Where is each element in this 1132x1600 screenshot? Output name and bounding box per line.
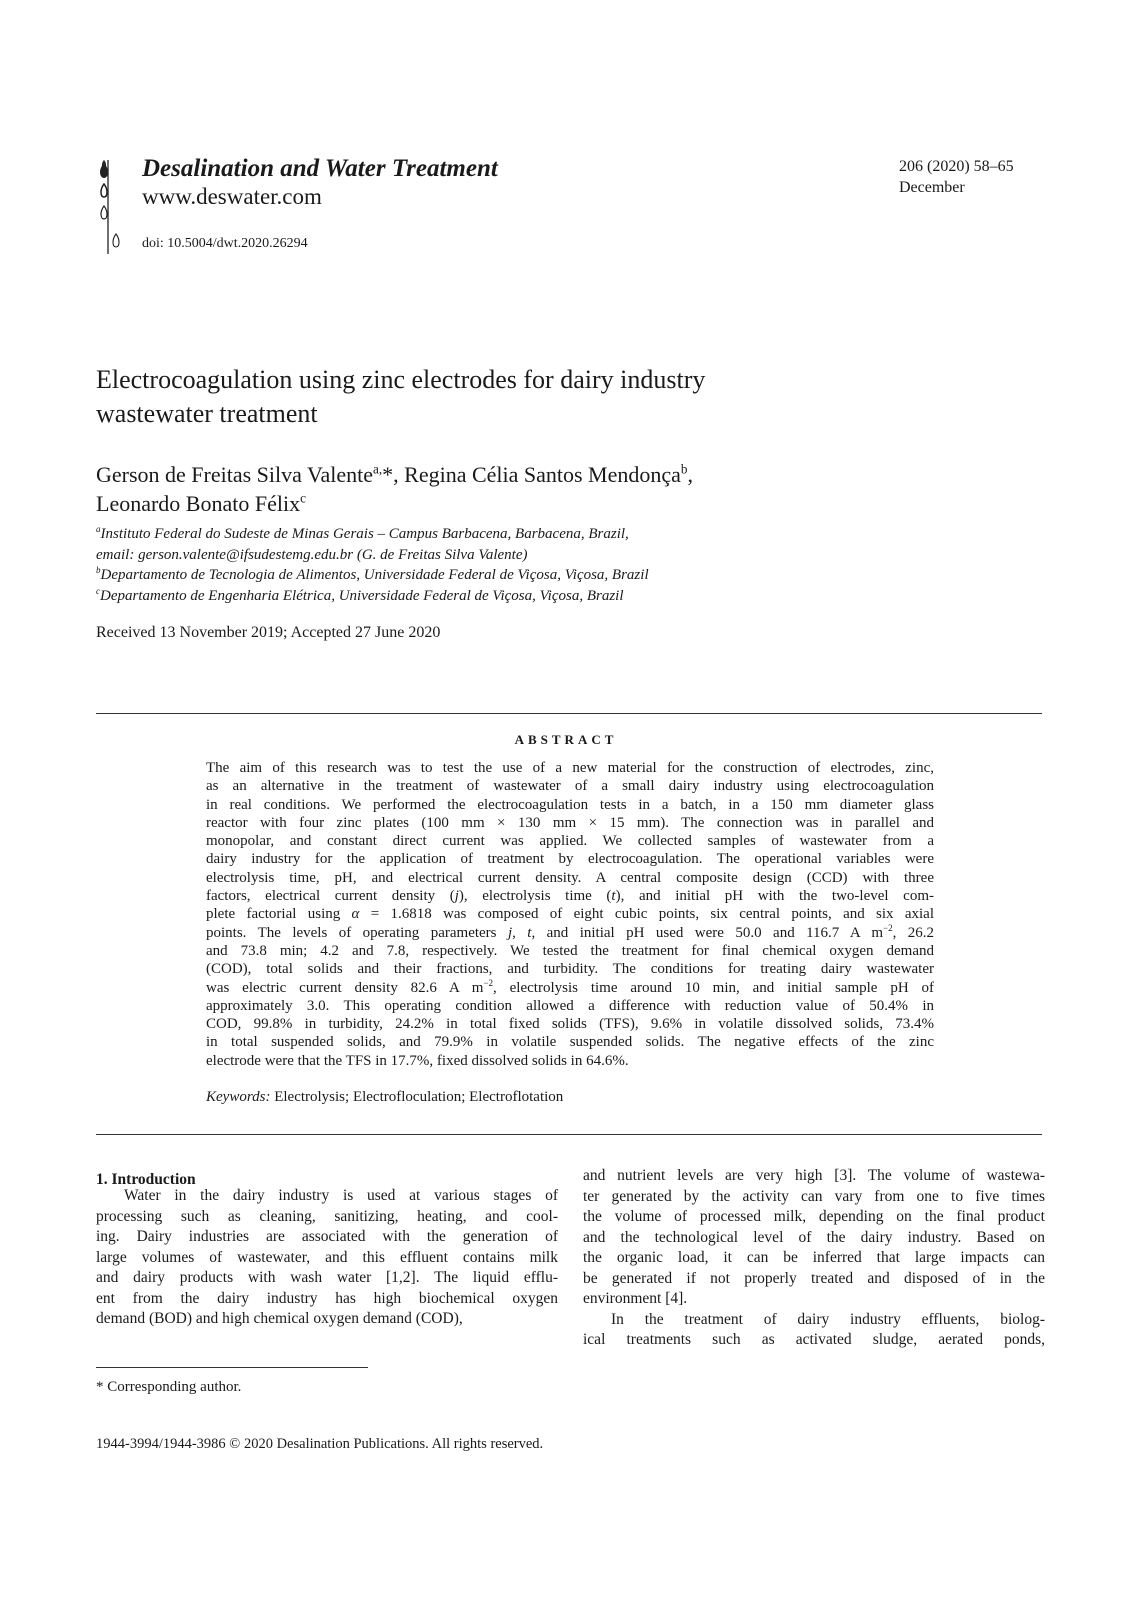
affil-mark: a <box>96 524 101 534</box>
abstract-top-rule <box>96 713 1042 714</box>
text-line: ter generated by the activity can vary from one to five times <box>583 1187 1045 1205</box>
text-line: (COD), total solids and their fractions, and turbidity. The conditions for treating dairy wastewater <box>206 961 934 978</box>
text-line: dairy industry for the application of treatment by electrocoagulation. The operational variables were <box>206 851 934 868</box>
text-line: ical treatments such as activated sludge, aerated ponds, <box>583 1331 1045 1348</box>
footnote: * Corresponding author. <box>96 1379 242 1395</box>
text-line: large volumes of wastewater, and this effluent contains milk <box>96 1248 558 1266</box>
text-line: monopolar, and constant direct current was applied. We collected samples of wastewater from a <box>206 833 934 850</box>
author-list <box>96 460 693 518</box>
author-name: Regina Célia Santos Mendonça <box>404 462 681 487</box>
author-affil-mark: c <box>300 490 306 506</box>
text-line: in total suspended solids, and 79.9% in volatile suspended solids. The negative effects of the zinc <box>206 1034 934 1051</box>
affiliation <box>96 586 649 607</box>
text-line: as an alternative in the treatment of wastewater of a small dairy industry using electrocoagulation <box>206 778 934 795</box>
section-heading-introduction: 1. Introduction <box>96 1171 196 1188</box>
keywords <box>206 1089 563 1106</box>
affiliation <box>96 545 649 566</box>
text-line: Water in the dairy industry is used at various stages of <box>124 1187 558 1204</box>
text-line: points. The levels of operating parameters j, t, and initial pH used were 50.0 and 116.7 A $m^{-2}$, 26.2 <box>206 922 934 941</box>
abstract-heading: ABSTRACT <box>514 732 618 747</box>
intro-right-column <box>583 1166 1045 1351</box>
text-line: reactor with four zinc plates (100 mm × 130 mm × 15 mm). The connection was in parallel and <box>206 814 934 831</box>
text-line: plete factorial using α = 1.6818 was composed of eight cubic points, six central points, and six axial <box>206 906 935 923</box>
title-line: wastewater treatment <box>96 399 318 428</box>
text-line: factors, electrical current density (j), electrolysis time (t), and initial pH with the two-level com- <box>206 888 934 905</box>
received-dates: Received 13 November 2019; Accepted 27 June 2020 <box>96 624 441 641</box>
affil-mark: b <box>96 565 101 575</box>
author-separator: , <box>687 462 694 487</box>
text-line: processing such as cleaning, sanitizing, heating, and cool- <box>96 1207 558 1225</box>
corresponding-mark: * <box>382 462 394 487</box>
affil-text: Departamento de Engenharia Elétrica, Universidade Federal de Viçosa, Viçosa, Brazil <box>100 587 624 604</box>
text-line: and dairy products with wash water [1,2]. The liquid efflu- <box>96 1269 558 1286</box>
issue-month: December <box>899 179 965 196</box>
abstract-body <box>206 759 934 1070</box>
text-line: In the treatment of dairy industry effluents, biolog- <box>611 1310 1045 1328</box>
author-separator: , <box>393 462 405 487</box>
intro-left-column <box>96 1186 558 1330</box>
text-line: the organic load, it can be inferred that large impacts can <box>583 1249 1045 1266</box>
affiliation <box>96 524 649 545</box>
title-line: Electrocoagulation using zinc electrodes for dairy industry <box>96 365 706 394</box>
text-line: electrode were that the TFS in 17.7%, fixed dissolved solids in 64.6%. <box>206 1052 629 1069</box>
text-line: was electric current density 82.6 A $m^{-2}$, electrolysis time around 10 min, and initial sample pH of <box>206 977 934 996</box>
author-affil-mark: a, <box>372 461 383 477</box>
text-line: in real conditions. We performed the electrocoagulation tests in a batch, in a 150 mm diameter glass <box>206 796 934 813</box>
copyright: 1944-3994/1944-3986 © 2020 Desalination Publications. All rights reserved. <box>96 1436 544 1452</box>
affiliation <box>96 565 649 586</box>
text-line: approximately 3.0. This operating condition allowed a difference with reduction value of 50.4% in <box>206 997 934 1014</box>
abstract-bottom-rule <box>96 1134 1042 1135</box>
text-line: demand (BOD) and high chemical oxygen demand (COD), <box>96 1310 463 1327</box>
affiliations <box>96 524 649 606</box>
text-line: ent from the dairy industry has high biochemical oxygen <box>96 1289 558 1307</box>
author-name: Leonardo Bonato Félix <box>96 491 301 516</box>
affil-mark: c <box>96 585 100 596</box>
text-line: and nutrient levels are very high [3]. The volume of wastewa- <box>583 1167 1045 1184</box>
affil-email[interactable]: email: gerson.valente@ifsudestemg.edu.br (G. de Freitas Silva Valente) <box>96 546 528 563</box>
text-line: COD, 99.8% in turbidity, 24.2% in total fixed solids (TFS), 9.6% in volatile dissolved solids, 73.4% <box>206 1016 934 1033</box>
keywords-label: Keywords: <box>206 1089 271 1105</box>
text-line: electrolysis time, pH, and electrical current density. A central composite design (CCD) with three <box>206 869 934 886</box>
author-line <box>96 460 693 489</box>
text-line: ing. Dairy industries are associated with the generation of <box>96 1228 558 1245</box>
text-line: and the technological level of the dairy industry. Based on <box>583 1228 1045 1246</box>
journal-url[interactable]: www.deswater.com <box>142 184 322 209</box>
journal-logo-icon <box>96 160 120 256</box>
text-line: and 73.8 min; 4.2 and 7.8, respectively. We tested the treatment for final chemical oxygen demand <box>206 942 934 959</box>
author-affil-mark: b <box>680 461 688 477</box>
journal-title: Desalination and Water Treatment <box>142 155 498 182</box>
text-line: the volume of processed milk, depending on the final product <box>583 1208 1045 1225</box>
affil-text: Instituto Federal do Sudeste de Minas Gerais – Campus Barbacena, Barbacena, Brazil, <box>100 526 629 542</box>
volume-pages: 206 (2020) 58–65 <box>899 158 1014 175</box>
text-line: be generated if not properly treated and disposed of in the <box>583 1269 1045 1287</box>
author-line <box>96 489 693 518</box>
footnote-rule <box>96 1367 368 1368</box>
keywords-list: Electrolysis; Electrofloculation; Electroflotation <box>270 1089 564 1105</box>
article-title <box>96 363 896 431</box>
affil-text: Departamento de Tecnologia de Alimentos, Universidade Federal de Viçosa, Viçosa, Brazil <box>100 567 649 583</box>
text-line: The aim of this research was to test the use of a new material for the construction of electrodes, zinc, <box>206 760 934 776</box>
text-line: environment [4]. <box>583 1290 688 1307</box>
author-name: Gerson de Freitas Silva Valente <box>96 462 373 487</box>
doi[interactable]: doi: 10.5004/dwt.2020.26294 <box>142 236 308 251</box>
